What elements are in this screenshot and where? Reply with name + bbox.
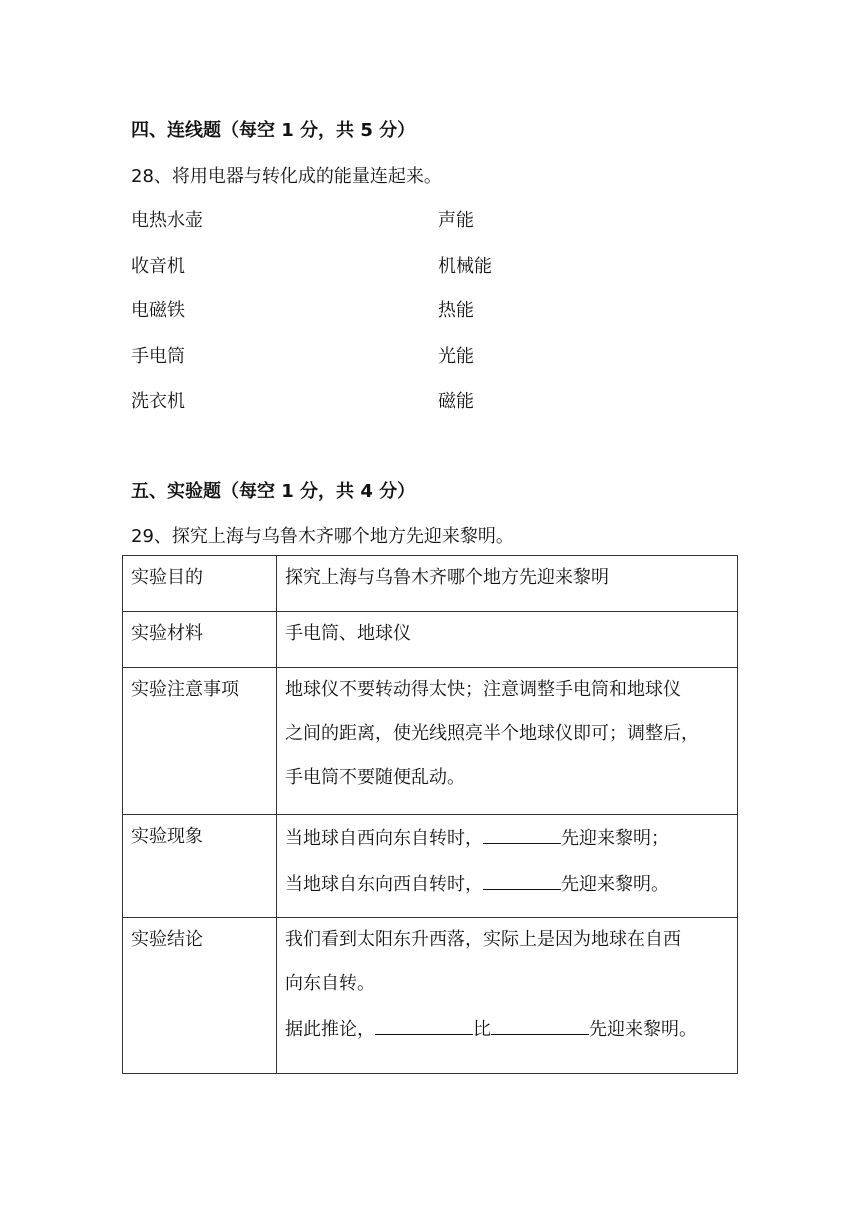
question-29: 29、探究上海与乌鲁木齐哪个地方先迎来黎明。 <box>131 526 514 547</box>
conclusion-line <box>285 1006 729 1052</box>
phenomena-label: 实验现象 <box>123 815 277 918</box>
section5-heading: 五、实验题（每空 1 分，共 4 分） <box>131 481 416 502</box>
appliance-item: 电热水壶 <box>131 210 203 231</box>
phenomenon-text: 先迎来黎明。 <box>561 874 669 895</box>
phenomenon-line <box>285 861 729 907</box>
conclusion-line: 向东自转。 <box>285 973 375 994</box>
purpose-text: 探究上海与乌鲁木齐哪个地方先迎来黎明 <box>277 556 738 612</box>
appliance-item: 洗衣机 <box>131 391 185 412</box>
energy-item: 磁能 <box>438 391 474 412</box>
table-row <box>123 556 738 612</box>
conclusion-text: 据此推论， <box>285 1019 375 1040</box>
notes-line: 之间的距离，使光线照亮半个地球仪即可；调整后， <box>285 723 699 744</box>
notes-line: 手电筒不要随便乱动。 <box>285 767 465 788</box>
conclusion-line: 我们看到太阳东升西落，实际上是因为地球在自西 <box>285 929 681 950</box>
energy-item: 光能 <box>438 346 474 367</box>
phenomenon-line <box>285 815 729 861</box>
notes-line: 地球仪不要转动得太快；注意调整手电筒和地球仪 <box>285 679 681 700</box>
question-28: 28、将用电器与转化成的能量连起来。 <box>131 166 442 187</box>
phenomena-cell <box>277 815 738 918</box>
phenomenon-text: 当地球自西向东自转时， <box>285 828 483 849</box>
table-row <box>123 668 738 815</box>
materials-text: 手电筒、地球仪 <box>277 612 738 668</box>
conclusion-text: 比 <box>473 1019 491 1040</box>
experiment-table <box>122 555 738 1074</box>
answer-blank[interactable] <box>491 1006 589 1035</box>
notes-cell <box>277 668 738 815</box>
answer-blank[interactable] <box>483 861 561 890</box>
materials-label: 实验材料 <box>123 612 277 668</box>
phenomenon-text: 先迎来黎明； <box>561 828 669 849</box>
notes-label: 实验注意事项 <box>123 668 277 815</box>
conclusion-cell <box>277 918 738 1074</box>
table-row <box>123 918 738 1074</box>
phenomenon-text: 当地球自东向西自转时， <box>285 874 483 895</box>
energy-item: 热能 <box>438 300 474 321</box>
answer-blank[interactable] <box>375 1006 473 1035</box>
purpose-label: 实验目的 <box>123 556 277 612</box>
appliance-item: 收音机 <box>131 256 185 277</box>
table-row <box>123 612 738 668</box>
appliance-item: 手电筒 <box>131 346 185 367</box>
energy-item: 声能 <box>438 210 474 231</box>
table-row <box>123 815 738 918</box>
conclusion-label: 实验结论 <box>123 918 277 1074</box>
appliance-item: 电磁铁 <box>131 300 185 321</box>
conclusion-text: 先迎来黎明。 <box>589 1019 697 1040</box>
energy-item: 机械能 <box>438 256 492 277</box>
answer-blank[interactable] <box>483 815 561 844</box>
section4-heading: 四、连线题（每空 1 分，共 5 分） <box>131 120 416 141</box>
